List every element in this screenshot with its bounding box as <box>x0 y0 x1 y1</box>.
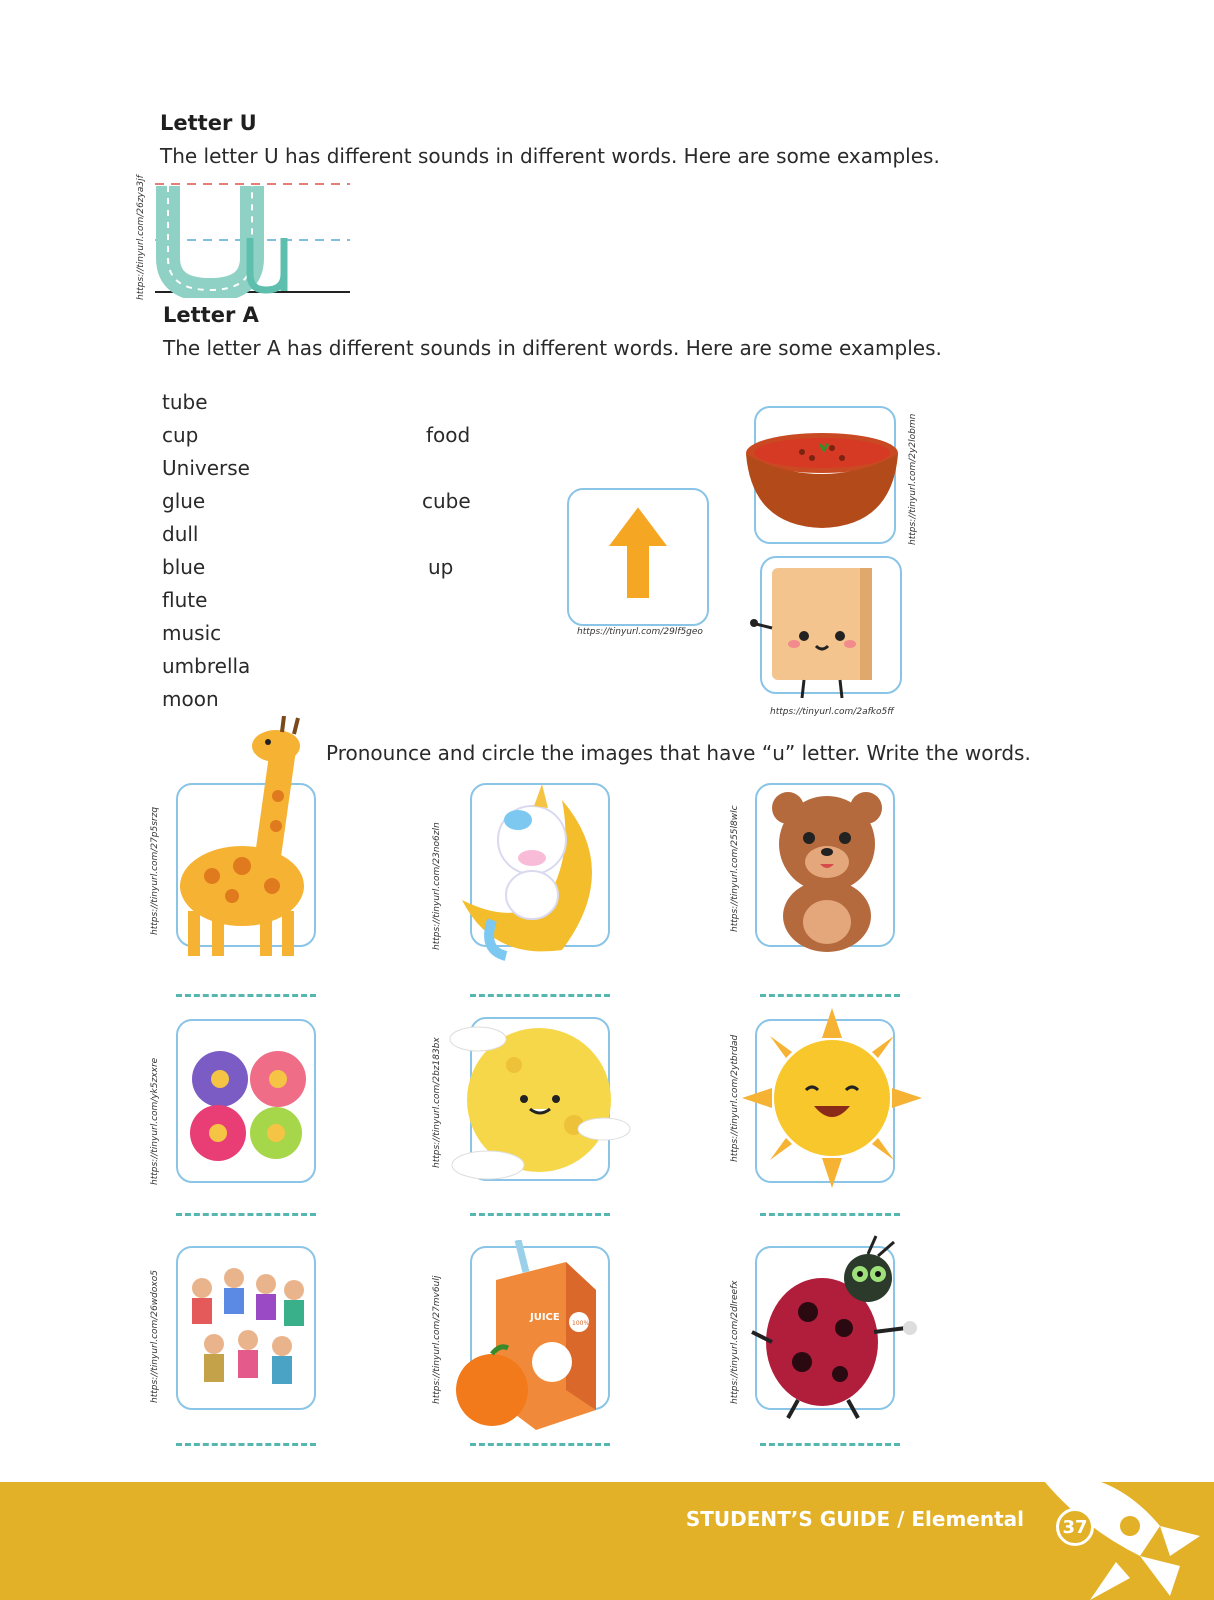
letter-a-description: The letter A has different sounds in different words. Here are some examples. <box>163 336 942 360</box>
footer-guide-title: STUDENT’S GUIDE / Elemental <box>685 1507 1024 1531</box>
answer-line[interactable] <box>760 1443 900 1446</box>
answer-line[interactable] <box>760 994 900 997</box>
answer-line[interactable] <box>176 1213 316 1216</box>
url-juice: https://tinyurl.com/27mv6ulj <box>432 1275 442 1404</box>
url-u-letter: https://tinyurl.com/26zya3jf <box>136 175 146 300</box>
url-sun: https://tinyurl.com/2ytbrdad <box>730 1034 740 1162</box>
url-soup: https://tinyurl.com/2y2lobmn <box>908 413 918 545</box>
word-item: tube <box>162 390 208 414</box>
moon-character-icon <box>444 1015 634 1185</box>
word-item: Universe <box>162 456 250 480</box>
url-flowers: https://tinyurl.com/yk5zxxre <box>150 1057 160 1185</box>
instruction-text: Pronounce and circle the images that have “u” letter. Write the words. <box>326 741 1031 765</box>
answer-line[interactable] <box>470 994 610 997</box>
bear-icon <box>762 786 892 956</box>
letter-u-description: The letter U has different sounds in different words. Here are some examples. <box>160 144 940 168</box>
word-item: moon <box>162 687 219 711</box>
arrow-up-icon <box>569 490 707 624</box>
flowers-icon <box>178 1021 314 1181</box>
word-item-up: up <box>428 555 454 579</box>
answer-line[interactable] <box>470 1213 610 1216</box>
answer-line[interactable] <box>470 1443 610 1446</box>
soup-card[interactable] <box>754 406 896 544</box>
letter-u-title: Letter U <box>160 111 257 135</box>
word-item: glue <box>162 489 206 513</box>
answer-line[interactable] <box>176 1443 316 1446</box>
juice-label: JUICE <box>530 1312 560 1323</box>
url-giraffe: https://tinyurl.com/27p5srzq <box>150 806 160 935</box>
url-arrow: https://tinyurl.com/29lf5geo <box>577 627 703 637</box>
url-unicorn: https://tinyurl.com/23no6zln <box>432 822 442 950</box>
word-item: blue <box>162 555 206 579</box>
url-box: https://tinyurl.com/2afko5ff <box>770 707 894 717</box>
word-item: umbrella <box>162 654 251 678</box>
letter-u-illustration <box>150 178 360 298</box>
unicorn-moon-icon <box>452 780 622 970</box>
url-bear: https://tinyurl.com/255l8wlc <box>730 805 740 932</box>
people-group-icon <box>178 1248 314 1408</box>
ladybug-icon <box>748 1232 928 1422</box>
url-bug: https://tinyurl.com/2dlreefx <box>730 1280 740 1404</box>
box-character-icon <box>742 558 892 708</box>
juice-badge: 100% <box>572 1320 590 1327</box>
word-item: flute <box>162 588 208 612</box>
url-people: https://tinyurl.com/26wdoxo5 <box>150 1270 160 1403</box>
word-item: cup <box>162 423 199 447</box>
juice-box-icon <box>456 1240 626 1435</box>
answer-line[interactable] <box>176 994 316 997</box>
arrow-up-card[interactable] <box>567 488 709 626</box>
word-item: dull <box>162 522 199 546</box>
flowers-card[interactable] <box>176 1019 316 1183</box>
word-item: music <box>162 621 222 645</box>
giraffe-icon <box>172 716 322 966</box>
box-card[interactable] <box>760 556 902 694</box>
word-item-cube: cube <box>422 489 471 513</box>
rocket-icon <box>1020 1466 1210 1600</box>
people-card[interactable] <box>176 1246 316 1410</box>
url-moon: https://tinyurl.com/2bz183bx <box>432 1037 442 1168</box>
answer-line[interactable] <box>760 1213 900 1216</box>
page-number: 37 <box>1056 1508 1094 1546</box>
letter-a-title: Letter A <box>163 303 259 327</box>
word-item-food: food <box>426 423 471 447</box>
sun-icon <box>742 1008 922 1188</box>
soup-bowl-icon <box>742 408 902 542</box>
